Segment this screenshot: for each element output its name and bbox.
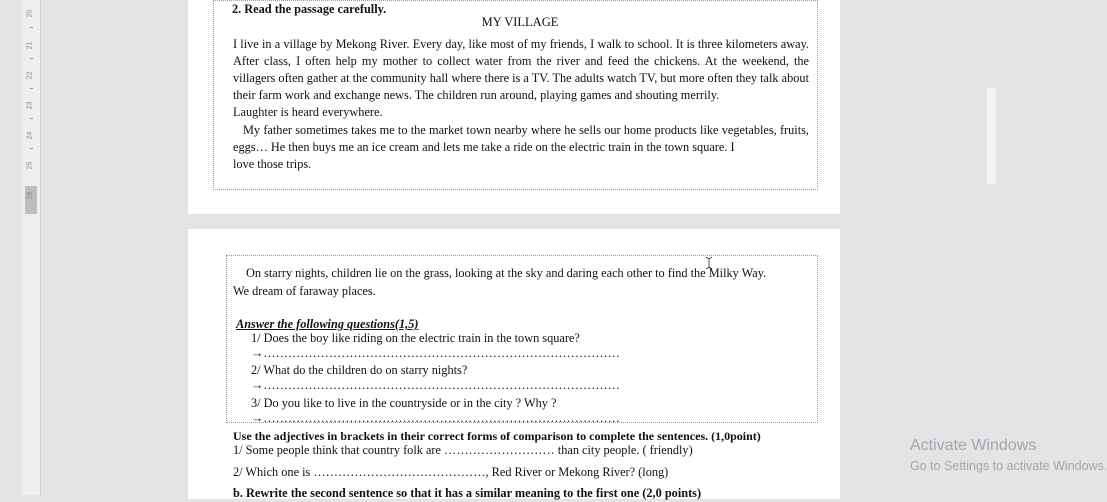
answer-line-1[interactable]: →…………………………………………………………………………… <box>251 346 620 360</box>
vertical-scrollbar[interactable] <box>987 88 996 184</box>
adjectives-heading: Use the adjectives in brackets in their correct forms of comparison to complete the sentences. (1,0point) <box>233 429 761 443</box>
rewrite-heading: b. Rewrite the second sentence so that it has a similar meaning to the first one (2,0 points) <box>233 486 702 500</box>
question-2: 2/ What do the children do on starry nights? <box>251 363 468 377</box>
ruler-mark-20: 20 <box>26 9 34 18</box>
question-1: 1/ Does the boy like riding on the electric train in the town square? <box>251 331 580 345</box>
answer-line-2[interactable]: →…………………………………………………………………………… <box>251 378 620 392</box>
passage-paragraph-2: My father sometimes takes me to the market town nearby where he sells our home products like vegetables, fruits, eggs… He then buys me an ice cream and lets me take a ride on the electric train in the town square. I <box>233 123 809 154</box>
ruler-mark-22: 22 <box>26 71 34 80</box>
ruler-tick <box>30 58 33 59</box>
passage-paragraph-3-last-line: We dream of faraway places. <box>233 284 376 298</box>
ruler-margin-marker[interactable] <box>25 186 37 214</box>
ruler-mark-21: 21 <box>26 41 34 50</box>
passage-paragraph-1: I live in a village by Mekong River. Every day, like most of my friends, I walk to school. It is three kilometers away. After class, I often help my mother to collect water from the river and feed the chickens. At the weekend, the villagers often gather at the community hall where there is a TV. The adults watch TV, but more often they talk about their farm work and exchange news. The children run around, playing games and shouting merrily. <box>233 37 809 102</box>
question-3: 3/ Do you like to live in the countryside or in the city ? Why ? <box>251 396 557 410</box>
ruler-mark-26: 26 <box>26 191 34 200</box>
ruler-tick <box>30 27 33 28</box>
passage-paragraph-2-last-line: love those trips. <box>233 157 312 171</box>
adjectives-item-2: 2/ Which one is ……………………………………, Red River or Mekong River? (long) <box>233 465 669 479</box>
adjectives-item-1: 1/ Some people think that country folk are ……………………… than city people. ( friendly) <box>233 443 693 457</box>
answer-line-3[interactable]: →…………………………………………………………………………… <box>251 411 620 425</box>
activate-windows-subtitle: Go to Settings to activate Windows. <box>910 459 1107 473</box>
questions-heading: Answer the following questions(1,5) <box>236 317 419 331</box>
ruler-mark-23: 23 <box>26 101 34 110</box>
ruler-tick <box>30 118 33 119</box>
passage-paragraph-1-last-line: Laughter is heard everywhere. <box>233 105 383 119</box>
activate-windows-title: Activate Windows <box>910 437 1037 454</box>
ruler-tick <box>30 148 33 149</box>
passage-title: MY VILLAGE <box>481 15 559 29</box>
ruler-mark-24: 24 <box>26 131 34 140</box>
ruler-tick <box>30 88 33 89</box>
ruler-mark-25: 25 <box>26 161 34 170</box>
vertical-ruler <box>22 0 41 495</box>
section-label: 2. Read the passage carefully. <box>232 2 387 16</box>
passage-paragraph-3: On starry nights, children lie on the grass, looking at the sky and daring each other to find the Milky Way. <box>246 266 767 280</box>
